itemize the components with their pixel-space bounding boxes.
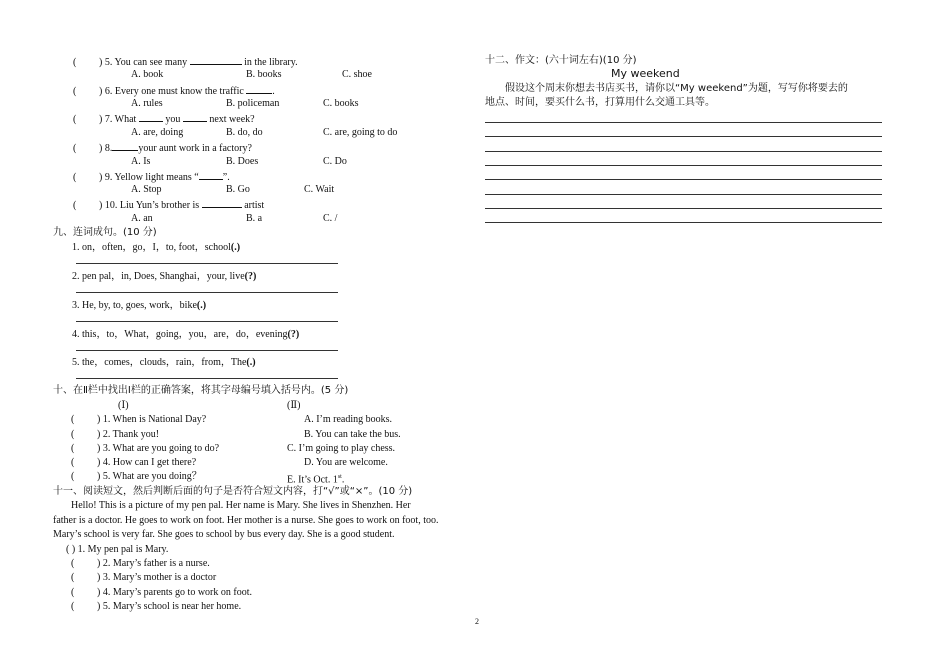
- mc-question-7: ( ) 7. What you next week?: [73, 114, 255, 125]
- writing-line[interactable]: [485, 222, 882, 223]
- answer-paren[interactable]: (: [73, 86, 77, 97]
- section-10-title: 十、在Ⅱ栏中找出Ⅰ栏的正确答案，将其字母编号填入括号内。(5 分): [53, 385, 349, 396]
- option: B. do, do: [226, 127, 263, 138]
- option: C. books: [323, 98, 359, 109]
- judge-item-4: ( ) 4. Mary’s parents go to work on foot.: [71, 587, 252, 598]
- option: B. policeman: [226, 98, 280, 109]
- match-right-a: A. I’m reading books.: [304, 414, 393, 425]
- blank[interactable]: [202, 198, 242, 208]
- writing-line[interactable]: [485, 194, 882, 195]
- match-left-5: ( ) 5. What are you doing？: [71, 471, 202, 482]
- passage-line-1: Hello! This is a picture of my pen pal. Her name is Mary. She lives in Shenzhen. Her: [71, 500, 411, 511]
- answer-line[interactable]: [76, 321, 338, 322]
- judge-item-5: ( ) 5. Mary’s school is near her home.: [71, 601, 242, 612]
- reorder-item-3: 3. He, by, to, goes, work，bike(.): [72, 300, 207, 311]
- option: B. a: [246, 213, 263, 224]
- option: A. rules: [131, 98, 163, 109]
- option: C. Wait: [304, 184, 335, 195]
- section-12-title: 十二、作文：(六十词左右)(10 分): [485, 55, 637, 66]
- blank[interactable]: [183, 112, 207, 122]
- reorder-item-1: 1. on，often，go，I，to, foot，school(.): [72, 242, 241, 253]
- answer-paren[interactable]: (: [73, 57, 77, 68]
- blank[interactable]: [199, 170, 223, 180]
- answer-paren[interactable]: (: [71, 457, 75, 468]
- match-left-4: ( ) 4. How can I get there?: [71, 457, 197, 468]
- blank[interactable]: [190, 55, 242, 65]
- answer-paren[interactable]: (: [71, 558, 75, 569]
- match-right-e: E. It’s Oct. 1st.: [287, 474, 345, 486]
- option: C. are, going to do: [323, 127, 398, 138]
- writing-line[interactable]: [485, 151, 882, 152]
- answer-line[interactable]: [76, 292, 338, 293]
- match-left-1: ( ) 1. When is National Day?: [71, 414, 207, 425]
- answer-paren[interactable]: (: [71, 572, 75, 583]
- page-number: 2: [475, 617, 479, 626]
- essay-prompt-line-2: 地点、时间，要买什么书，打算用什么交通工具等。: [485, 97, 715, 108]
- answer-paren[interactable]: (: [73, 114, 77, 125]
- answer-paren[interactable]: (: [73, 143, 77, 154]
- blank[interactable]: [112, 141, 138, 151]
- mc-question-5: ( ) 5. You can see many in the library.: [73, 57, 298, 68]
- option: C. shoe: [342, 69, 372, 80]
- reorder-item-4: 4. this，to，What，going，you，are，do，evening(?): [72, 329, 300, 340]
- mc-question-6: ( ) 6. Every one must know the traffic .: [73, 86, 275, 97]
- writing-line[interactable]: [485, 165, 882, 166]
- column-1-header: (Ⅰ): [118, 400, 129, 411]
- blank[interactable]: [246, 84, 272, 94]
- match-right-c: C. I’m going to play chess.: [287, 443, 396, 454]
- section-11-title: 十一、阅读短文，然后判断后面的句子是否符合短文内容，打“√”或“×”。(10 分): [53, 486, 413, 497]
- essay-prompt-line-1: 假设这个周末你想去书店买书，请你以“My weekend”为题，写写你将要去的: [505, 83, 848, 94]
- answer-line[interactable]: [76, 263, 338, 264]
- writing-line[interactable]: [485, 122, 882, 123]
- writing-line[interactable]: [485, 179, 882, 180]
- answer-paren[interactable]: (: [71, 587, 75, 598]
- writing-line[interactable]: [485, 208, 882, 209]
- essay-title: My weekend: [611, 67, 680, 80]
- mc-question-10: ( ) 10. Liu Yun’s brother is artist: [73, 200, 265, 211]
- answer-paren[interactable]: (: [71, 471, 75, 482]
- option: C. /: [323, 213, 338, 224]
- judge-item-3: ( ) 3. Mary’s mother is a doctor: [71, 572, 217, 583]
- reorder-item-5: 5. the，comes，clouds，rain，from，The(.): [72, 357, 256, 368]
- passage-line-3: Mary’s school is very far. She goes to school by bus every day. She is a good student.: [53, 529, 395, 540]
- writing-line[interactable]: [485, 136, 882, 137]
- option: B. Go: [226, 184, 250, 195]
- passage-line-2: father is a doctor. He goes to work on foot. Her mother is a nurse. She goes to work on foot, too.: [53, 515, 439, 526]
- option: A. an: [131, 213, 153, 224]
- section-9-title: 九、连词成句。(10 分): [53, 227, 157, 238]
- answer-line[interactable]: [76, 378, 338, 379]
- mc-question-9: ( ) 9. Yellow light means “ ”.: [73, 172, 230, 183]
- answer-paren[interactable]: (: [73, 200, 77, 211]
- judge-item-1[interactable]: ( ) 1. My pen pal is Mary.: [66, 544, 169, 555]
- option: B. Does: [226, 156, 259, 167]
- option: A. Stop: [131, 184, 162, 195]
- answer-paren[interactable]: (: [71, 429, 75, 440]
- reorder-item-2: 2. pen pal，in, Does, Shanghai，your, live(?): [72, 271, 257, 282]
- match-right-d: D. You are welcome.: [304, 457, 388, 468]
- answer-line[interactable]: [76, 350, 338, 351]
- match-left-2: ( ) 2. Thank you!: [71, 429, 160, 440]
- blank[interactable]: [139, 112, 163, 122]
- answer-paren[interactable]: (: [71, 414, 75, 425]
- option: B. books: [246, 69, 282, 80]
- answer-paren[interactable]: (: [71, 443, 75, 454]
- option: C. Do: [323, 156, 347, 167]
- option: A. are, doing: [131, 127, 184, 138]
- mc-question-8: ( ) 8. your aunt work in a factory?: [73, 143, 252, 154]
- option: A. Is: [131, 156, 151, 167]
- judge-item-2: ( ) 2. Mary’s father is a nurse.: [71, 558, 210, 569]
- answer-paren[interactable]: (: [71, 601, 75, 612]
- options-5: A. book: [131, 69, 164, 80]
- answer-paren[interactable]: (: [73, 172, 77, 183]
- match-left-3: ( ) 3. What are you going to do?: [71, 443, 220, 454]
- column-2-header: (Ⅱ): [287, 400, 301, 411]
- match-right-b: B. You can take the bus.: [304, 429, 401, 440]
